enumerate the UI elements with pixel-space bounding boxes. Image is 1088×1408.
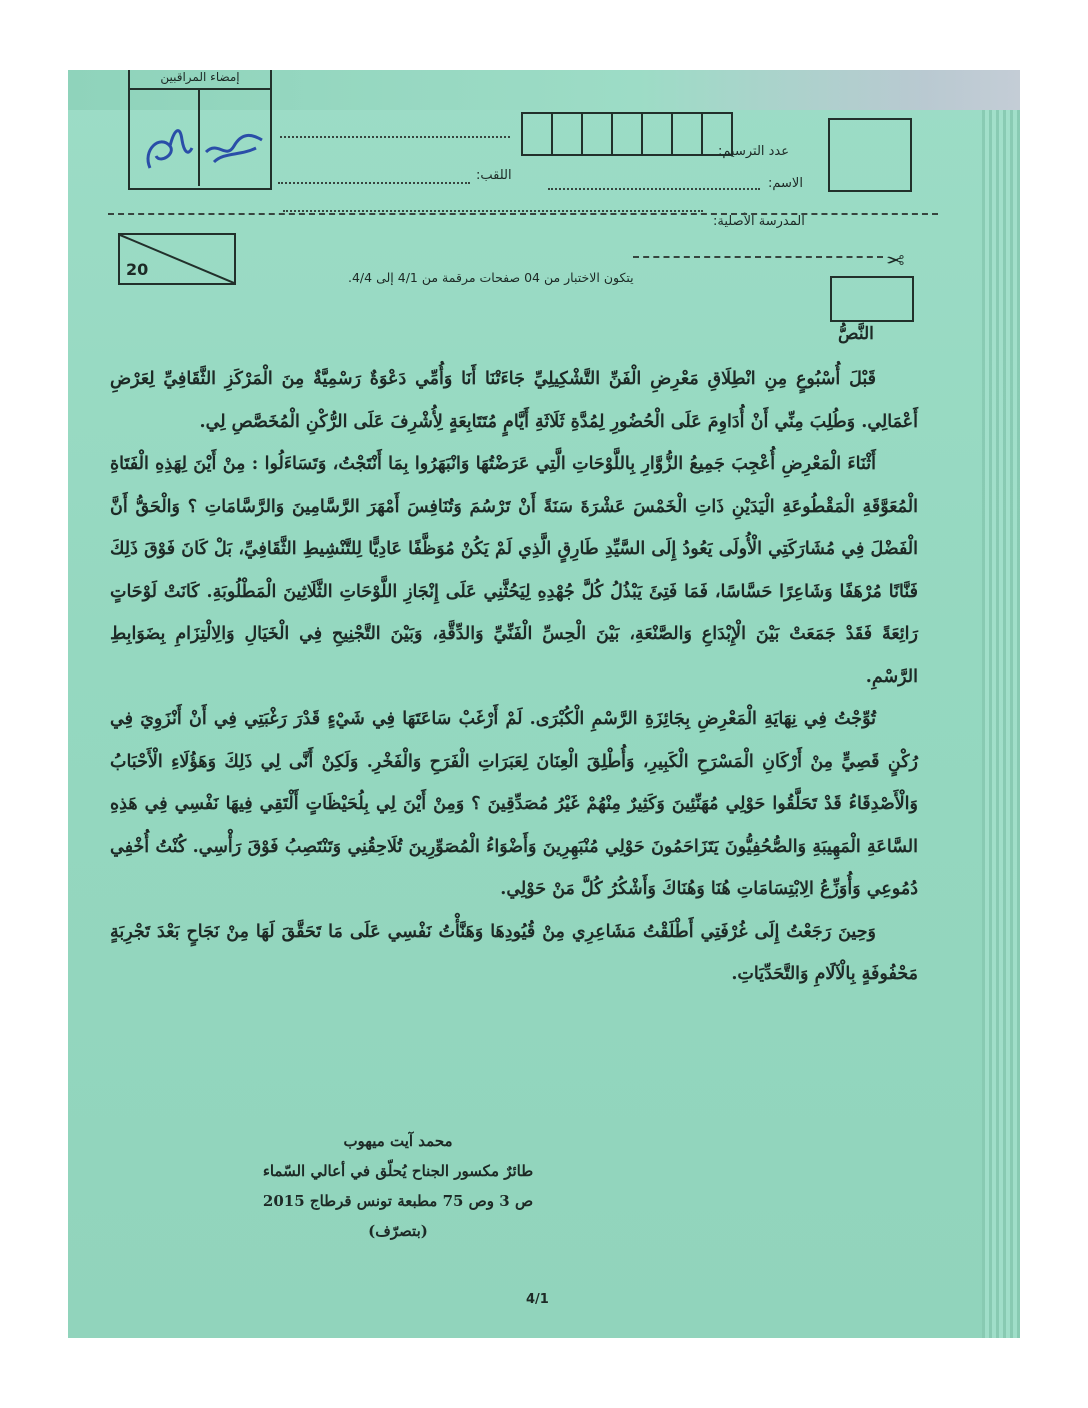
signature-2-icon bbox=[130, 90, 200, 186]
name-line bbox=[548, 188, 760, 190]
photo-box bbox=[828, 118, 912, 192]
registration-number-boxes bbox=[523, 112, 733, 156]
book-title: طائرٌ مكسور الجناح يُحلّق في أعالي السّماء bbox=[262, 1162, 534, 1180]
surname-label: اللقب: bbox=[476, 168, 512, 183]
text-title: النَّصُّ bbox=[838, 324, 874, 344]
exam-pages-note: يتكون الاختبار من 04 صفحات مرقمة من 4/1 إلى 4/4. bbox=[348, 270, 634, 285]
paragraph-3: تُوِّجْتُ فِي نِهَايَةِ الْمَعْرِضِ بِجَائِزَةِ الرَّسْمِ الْكُبْرَى. لَمْ أَرْغَبْ سَاعَتَهَا فِي شَيْءٍ قَدْرَ رَغْبَتِي فِي أَنْ أَنْزَوِيَ فِي رُكْنٍ قَصِيٍّ مِنْ أَرْكَانِ الْمَسْرَحِ الْكَبِيرِ، وَأُطْلِقَ الْعِنَانَ لِعَبَرَاتِ الْفَرَحِ وَالْفَخْرِ. وَلَكِنْ أَنَّى لِي ذَلِكَ وَهَؤُلَاءِ الْأَحْبَابُ وَالْأَصْدِقَاءُ قَدْ تَحَلَّقُوا حَوْلِي مُهَنِّئِينَ وَكَثِيرٌ مِنْهُمْ غَيْرُ مُصَدِّقِينَ ؟ وَمِنْ أَيْنَ لِي بِلُحَيْظَاتٍ أَلْتَقِي فِيهَا نَفْسِي فِي هَذِهِ السَّاعَةِ الْمَهِيبَةِ وَالصُّحُفِيُّونَ يَتَزَاحَمُونَ حَوْلِي مُنْبَهِرِينَ وَأَضْوَاءُ الْمُصَوِّرِينَ تُلَاحِقُنِي وَتَنْتَصِبُ فَوْقَ رَأْسِي. كُنْتُ أُخْفِي دُمُوعِي وَأُوَزِّعُ الِابْتِسَامَاتِ هُنَا وَهُنَاكَ وَأَشْكُرُ كُلَّ مَنْ حَوْلِي. bbox=[110, 709, 918, 899]
grade-total: 20 bbox=[126, 260, 149, 279]
origin-school-line bbox=[283, 210, 703, 212]
registration-line bbox=[280, 136, 510, 138]
paragraph-1: قَبْلَ أُسْبُوعٍ مِنِ انْطِلَاقِ مَعْرِضِ الْفَنِّ التَّشْكِيلِيِّ جَاءَتْنَا أَنَا وَأُمِّي دَعْوَةٌ رَسْمِيَّةٌ مِنَ الْمَرْكَزِ الثَّقَافِيِّ لِعَرْضِ أَعْمَالِي. وَطُلِبَ مِنِّي أَنْ أُدَاوِمَ عَلَى الْحُضُورِ لِمُدَّةِ ثَلَاثَةِ أَيَّامٍ مُتَتَابِعَةٍ لِأُشْرِفَ عَلَى الرُّكْنِ الْمُخَصَّصِ لِي. bbox=[110, 369, 918, 432]
proctor-signature-cell-1 bbox=[198, 90, 270, 186]
attribution bbox=[218, 1126, 578, 1246]
page-number: 4/1 bbox=[526, 1292, 549, 1307]
proctor-signature-box bbox=[128, 70, 272, 190]
exam-sheet bbox=[68, 70, 988, 1338]
origin-school-label: المدرسة الأصلية: bbox=[713, 214, 805, 229]
proctor-label: إمضاء المراقبين bbox=[130, 70, 270, 90]
exam-sheet-photo bbox=[68, 70, 1020, 1338]
source-reference: ص 3 وص 75 مطبعة تونس قرطاج 2015 bbox=[262, 1192, 534, 1210]
paragraph-2: أَثْنَاءَ الْمَعْرِضِ أُعْجِبَ جَمِيعُ الزُّوَّارِ بِاللَّوْحَاتِ الَّتِي عَرَضْتُهَا وَانْبَهَرُوا بِمَا أَنْتَجْتُ، وَتَسَاءَلُوا : مِنْ أَيْنَ لِهَذِهِ الْفَتَاةِ الْمُعَوَّقَةِ الْمَقْطُوعَةِ الْيَدَيْنِ ذَاتِ الْخَمْسَ عَشْرَةَ سَنَةً أَنْ تَرْسُمَ وَتُنَافِسَ أَمْهَرَ الرَّسَّامِينَ وَالرَّسَّامَاتِ ؟ وَالْحَقُّ أَنَّ الْفَضْلَ فِي مُشَارَكَتِي الْأُولَى يَعُودُ إِلَى السَّيِّدِ طَارِقٍ الَّذِي لَمْ يَكُنْ مُوَظَّفًا عَادِيًّا لِلتَّنْشِيطِ الثَّقَافِيِّ، بَلْ كَانَ فَوْقَ ذَلِكَ فَنَّانًا مُرْهَفًا وَشَاعِرًا حَسَّاسًا، فَمَا فَتِئَ يَبْذُلُ كُلَّ جُهْدِهِ لِيَحُثَّنِي عَلَى إِنْجَازِ اللَّوْحَاتِ الثَّلَاثِينَ الْمَطْلُوبَةِ. كَانَتْ لَوْحَاتٍ رَائِعَةً فَقَدْ جَمَعَتْ بَيْنَ الْإِبْدَاعِ وَالصَّنْعَةِ، بَيْنَ الْحِسِّ الْفَنِّيِّ وَالدِّقَّةِ، وَبَيْنَ التَّجْنِيحِ فِي الْخَيَالِ وَالِالْتِزَامِ بِضَوَابِطِ الرَّسْمِ. bbox=[110, 454, 918, 687]
name-label: الاسم: bbox=[768, 176, 803, 191]
grade-box bbox=[118, 233, 236, 285]
cut-line-2 bbox=[633, 256, 883, 258]
score-box bbox=[830, 276, 914, 322]
reading-passage bbox=[110, 358, 918, 996]
cut-line bbox=[108, 213, 938, 215]
paragraph-4: وَحِينَ رَجَعْتُ إِلَى غُرْفَتِي أَطْلَقْتُ مَشَاعِرِي مِنْ قُيُودِهَا وَهَنَّأْتُ نَفْسِي عَلَى مَا تَحَقَّقَ لَهَا مِنْ نَجَاحٍ بَعْدَ تَجْرِبَةٍ مَحْفُوفَةٍ بِالْآلَامِ وَالتَّحَدِّيَاتِ. bbox=[110, 921, 918, 984]
surname-line bbox=[278, 182, 470, 184]
proctor-signature-cell-2 bbox=[130, 90, 200, 186]
registration-label: عدد الترسيم: bbox=[718, 144, 790, 159]
signature-1-icon bbox=[200, 90, 270, 186]
author-name: محمد آيت ميهوب bbox=[343, 1132, 453, 1150]
adaptation-note: (بتصرّف) bbox=[368, 1222, 428, 1240]
scissors-icon: ✂ bbox=[886, 246, 905, 271]
